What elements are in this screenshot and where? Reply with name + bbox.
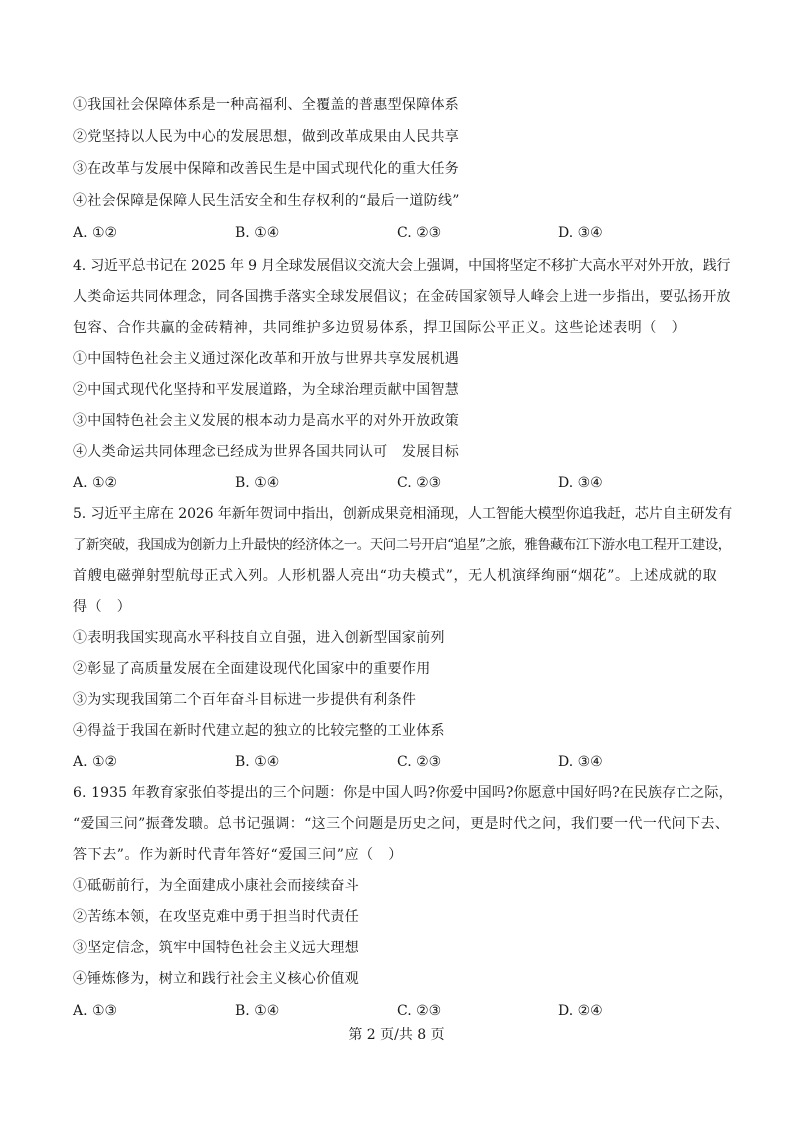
q3-item-1: ①我国社会保障体系是一种高福利、全覆盖的普惠型保障体系 — [73, 97, 460, 113]
q5-item-1: ①表明我国实现高水平科技自立自强，进入创新型国家前列 — [73, 630, 445, 646]
q6-option-a: A. ①③ — [73, 1003, 118, 1019]
q5-stem-line-4: 得（ ） — [73, 599, 132, 615]
q5-option-c: C. ②③ — [397, 754, 442, 770]
q3-item-2: ②党坚持以人民为中心的发展思想，做到改革成果由人民共享 — [73, 129, 460, 145]
q4-stem-line-1: 4. 习近平总书记在 2025 年 9 月全球发展倡议交流大会上强调，中国将坚定不移扩大高水平对外开放，践行 — [73, 258, 731, 274]
q5-item-4: ④得益于我国在新时代建立起的独立的比较完整的工业体系 — [73, 723, 445, 739]
q6-option-d: D. ②④ — [558, 1003, 603, 1019]
q4-item-1: ①中国特色社会主义通过深化改革和开放与世界共享发展机遇 — [73, 351, 460, 367]
q4-stem-line-3: 包容、合作共赢的金砖精神，共同维护多边贸易体系，捍卫国际公平正义。这些论述表明（ ） — [73, 320, 687, 336]
q5-stem-line-2: 了新突破，我国成为创新力上升最快的经济体之一。天问二号开启“追星”之旅，雅鲁藏布江下游水电工程开工建设， — [73, 537, 731, 553]
q5-item-2: ②彰显了高质量发展在全面建设现代化国家中的重要作用 — [73, 661, 431, 677]
q3-item-4: ④社会保障是保障人民生活安全和生存权利的“最后一道防线” — [73, 193, 460, 209]
q5-option-a: A. ①② — [73, 754, 118, 770]
q6-stem-line-3: 答下去”。作为新时代青年答好“爱国三问”应（ ） — [73, 847, 403, 863]
q5-stem-line-1: 5. 习近平主席在 2026 年新年贺词中指出，创新成果竞相涌现，人工智能大模型你追我赶，芯片自主研发有 — [73, 506, 733, 522]
q4-item-2: ②中国式现代化坚持和平发展道路，为全球治理贡献中国智慧 — [73, 382, 460, 398]
q3-option-c: C. ②③ — [397, 225, 442, 241]
q6-item-3: ③坚定信念，筑牢中国特色社会主义远大理想 — [73, 940, 359, 956]
q5-option-b: B. ①④ — [235, 754, 280, 770]
q4-option-d: D. ③④ — [558, 475, 603, 491]
q6-item-4: ④锤炼修为，树立和践行社会主义核心价值观 — [73, 971, 359, 987]
q6-stem-line-1: 6. 1935 年教育家张伯苓提出的三个问题：你是中国人吗?你爱中国吗?你愿意中国好吗?在民族存亡之际， — [73, 785, 733, 801]
q4-option-c: C. ②③ — [397, 475, 442, 491]
q6-item-1: ①砥砺前行，为全面建成小康社会而接续奋斗 — [73, 878, 359, 894]
q5-option-d: D. ③④ — [558, 754, 603, 770]
q6-stem-line-2: “爱国三问”振聋发聩。总书记强调：“这三个问题是历史之问，更是时代之问，我们要一代一代问下去、 — [73, 816, 730, 832]
q6-option-b: B. ①④ — [235, 1003, 280, 1019]
q4-option-b: B. ①④ — [235, 475, 280, 491]
q3-option-d: D. ③④ — [558, 225, 603, 241]
q6-item-2: ②苦练本领，在攻坚克难中勇于担当时代责任 — [73, 909, 359, 925]
q6-option-c: C. ②③ — [397, 1003, 442, 1019]
q4-option-a: A. ①② — [73, 475, 118, 491]
q5-stem-line-3: 首艘电磁弹射型航母正式入列。人形机器人亮出“功夫模式”，无人机演绎绚丽“烟花”。上述成就的取 — [73, 568, 718, 584]
q4-stem-line-2: 人类命运共同体理念，同各国携手落实全球发展倡议；在金砖国家领导人峰会上进一步指出，要弘扬开放 — [73, 289, 731, 305]
q3-option-a: A. ①② — [73, 225, 118, 241]
q5-item-3: ③为实现我国第二个百年奋斗目标进一步提供有利条件 — [73, 692, 417, 708]
q4-item-3: ③中国特色社会主义发展的根本动力是高水平的对外开放政策 — [73, 413, 460, 429]
q4-item-4: ④人类命运共同体理念已经成为世界各国共同认可 发展目标 — [73, 444, 460, 460]
q3-item-3: ③在改革与发展中保障和改善民生是中国式现代化的重大任务 — [73, 161, 460, 177]
page-number-footer: 第 2 页/共 8 页 — [348, 1027, 445, 1043]
q3-option-b: B. ①④ — [235, 225, 280, 241]
